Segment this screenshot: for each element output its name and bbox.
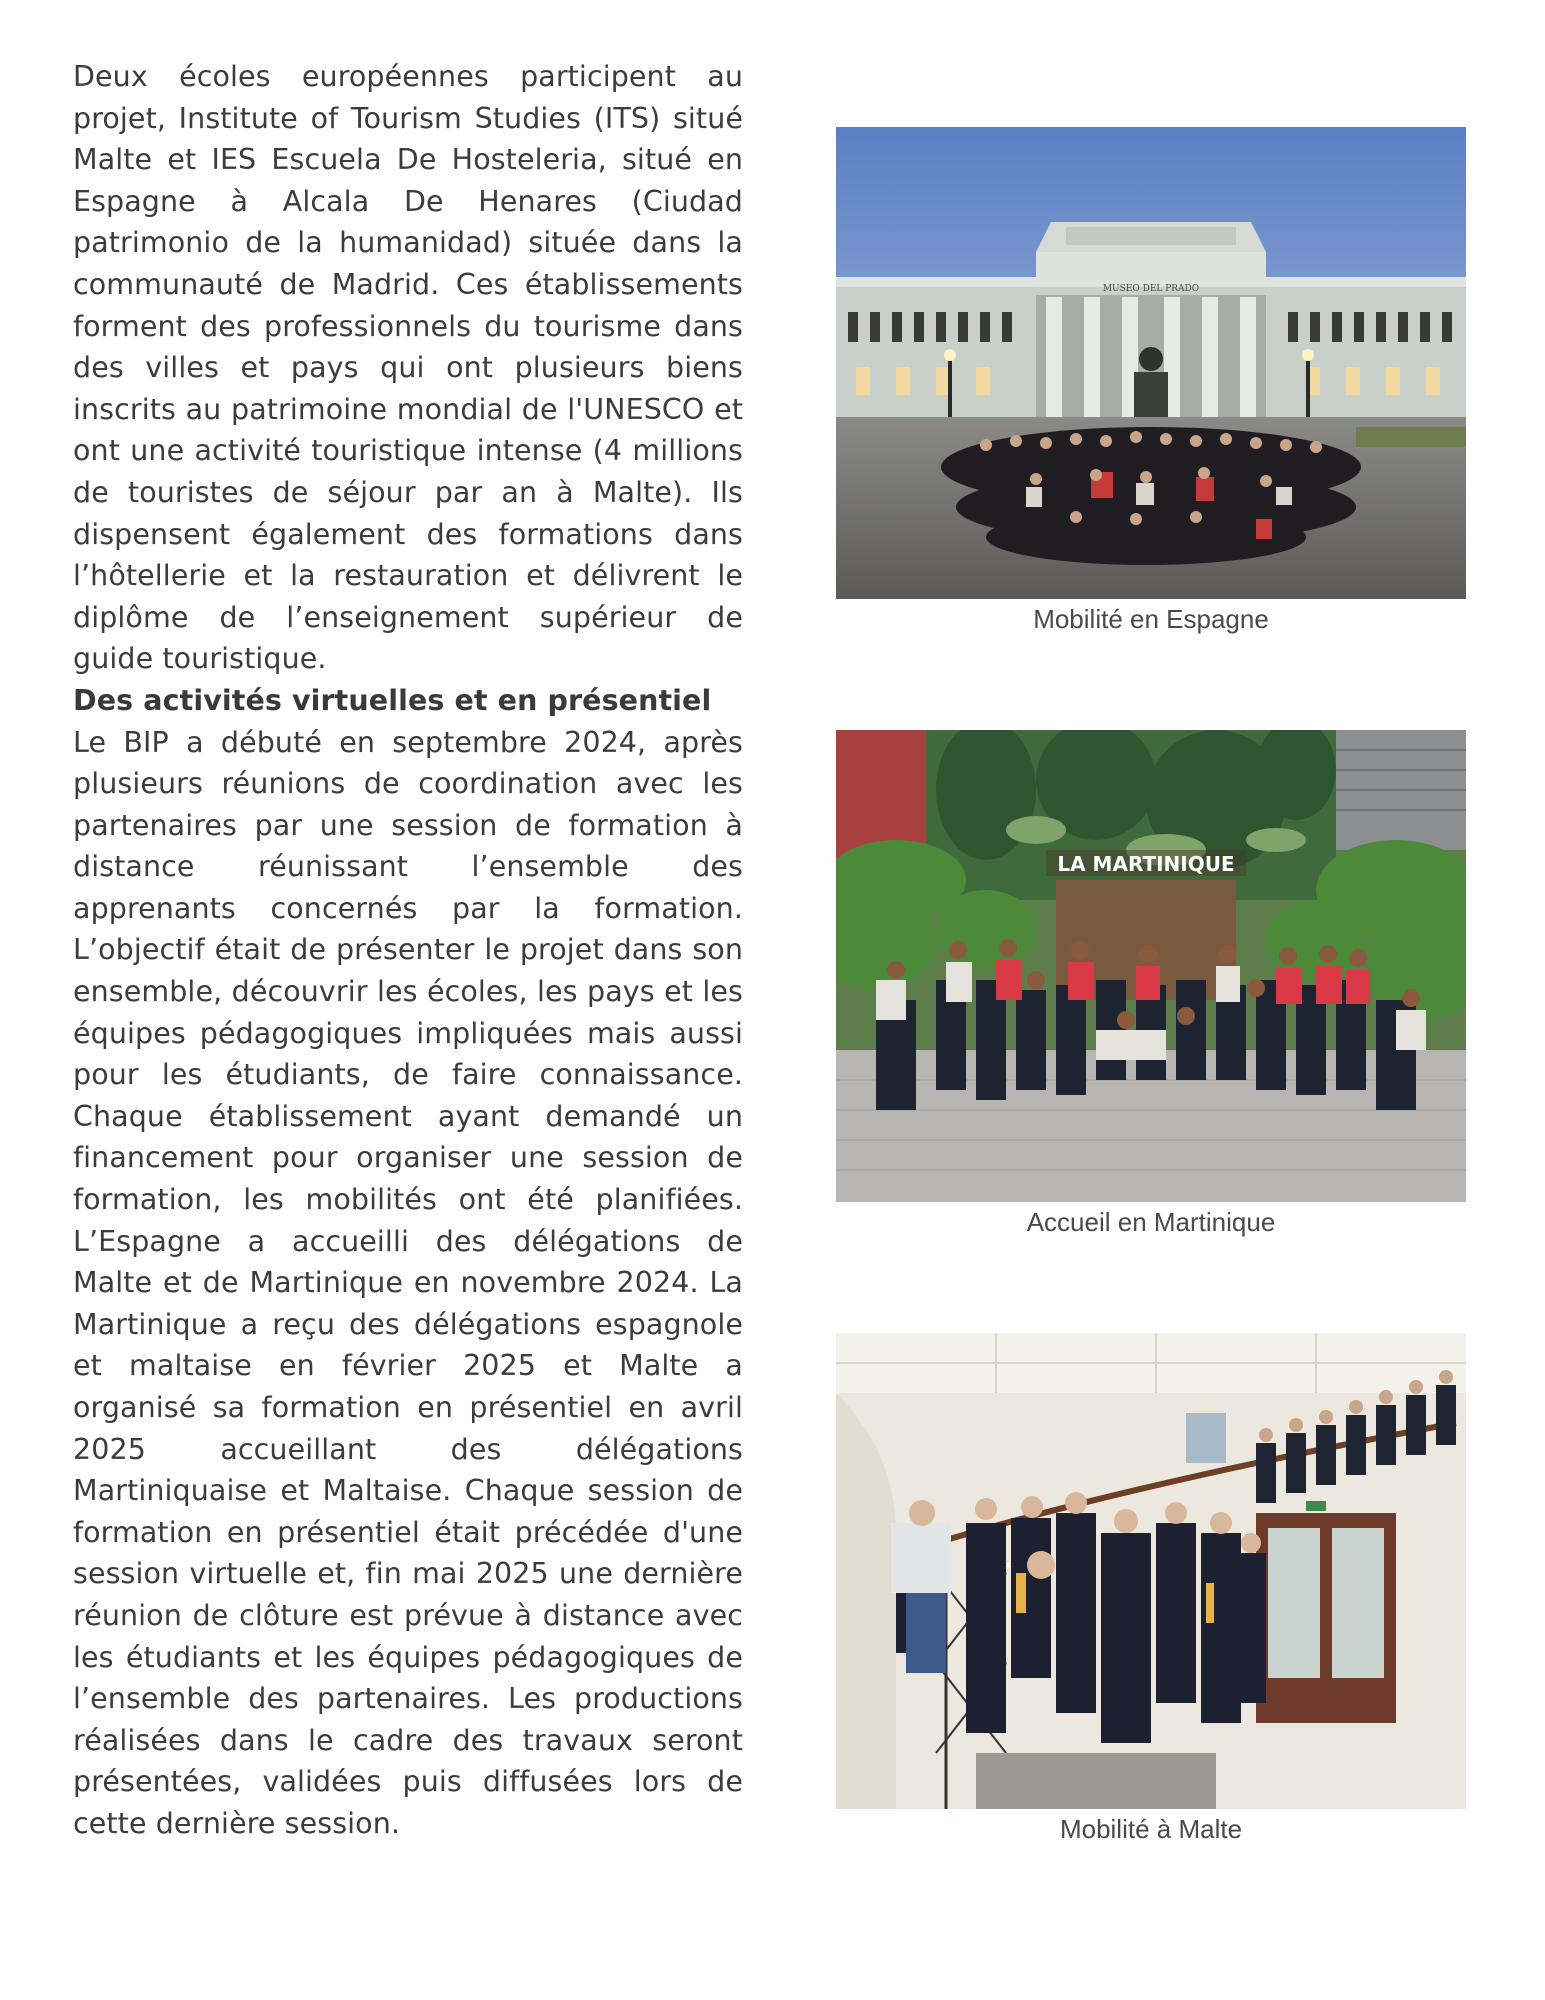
section-heading: Des activités virtuelles et en présentiel — [73, 683, 712, 717]
museo-del-prado-sign: MUSEO DEL PRADO — [1102, 284, 1200, 294]
photo-la-martinique — [836, 730, 1466, 1202]
activities-paragraph: Le BIP a débuté en septembre 2024, après plusieurs réunions de coordination avec les partenaires par une session de formation à distance réunissant l’ensemble des apprenants concernés par la formation. L’objectif était de présenter le projet dans son ensemble, découvrir les écoles, les pays et les équipes pédagogiques impliquées mais aussi pour les étudiants, de faire connaissance. Chaque établissement ayant demandé un financement pour organiser une session de formation, les mobilités ont été planifiées. L’Espagne a accueilli des délégations de Malte et de Martinique en novembre 2024. La Martinique a reçu des délégations espagnole et maltaise en février 2025 et Malte a organisé sa formation en présentiel en avril 2025 accueillant des délégations Martiniquaise et Maltaise. Chaque session de formation en présentiel était précédée d'une session virtuelle et, fin mai 2025 une dernière réunion de clôture est prévue à distance avec les étudiants et les équipes pédagogiques de l’ensemble des partenaires. Les productions réalisées dans le cadre des travaux seront présentées, validées puis diffusées lors de cette dernière session. — [73, 725, 743, 1840]
prado-photo-illustration — [836, 127, 1466, 599]
caption-martinique: Accueil en Martinique — [1026, 1207, 1276, 1237]
article-text-column — [73, 56, 743, 1845]
photo-malta-staircase — [836, 1333, 1466, 1809]
photo-museo-del-prado — [836, 127, 1466, 599]
figure-malta — [836, 1333, 1466, 1847]
figure-spain — [836, 127, 1466, 637]
la-martinique-sign: LA MARTINIQUE — [1057, 852, 1235, 876]
martinique-photo-illustration — [836, 730, 1466, 1202]
figure-martinique — [836, 730, 1466, 1240]
caption-malta: Mobilité à Malte — [1059, 1814, 1243, 1844]
caption-spain: Mobilité en Espagne — [1033, 604, 1269, 634]
intro-paragraph: Deux écoles européennes participent au projet, Institute of Tourism Studies (ITS) situé Malte et IES Escuela De Hosteleria, situé en Espagne à Alcala De Henares (Ciudad patrimonio de la humanidad) située dans la communauté de Madrid. Ces établissements forment des professionnels du tourisme dans des villes et pays qui ont plusieurs biens inscrits au patrimoine mondial de l'UNESCO et ont une activité touristique intense (4 millions de touristes de séjour par an à Malte). Ils dispensent également des formations dans l’hôtellerie et la restauration et délivrent le diplôme de l’enseignement supérieur de guide touristique. — [73, 60, 743, 676]
malta-photo-illustration — [836, 1333, 1466, 1809]
